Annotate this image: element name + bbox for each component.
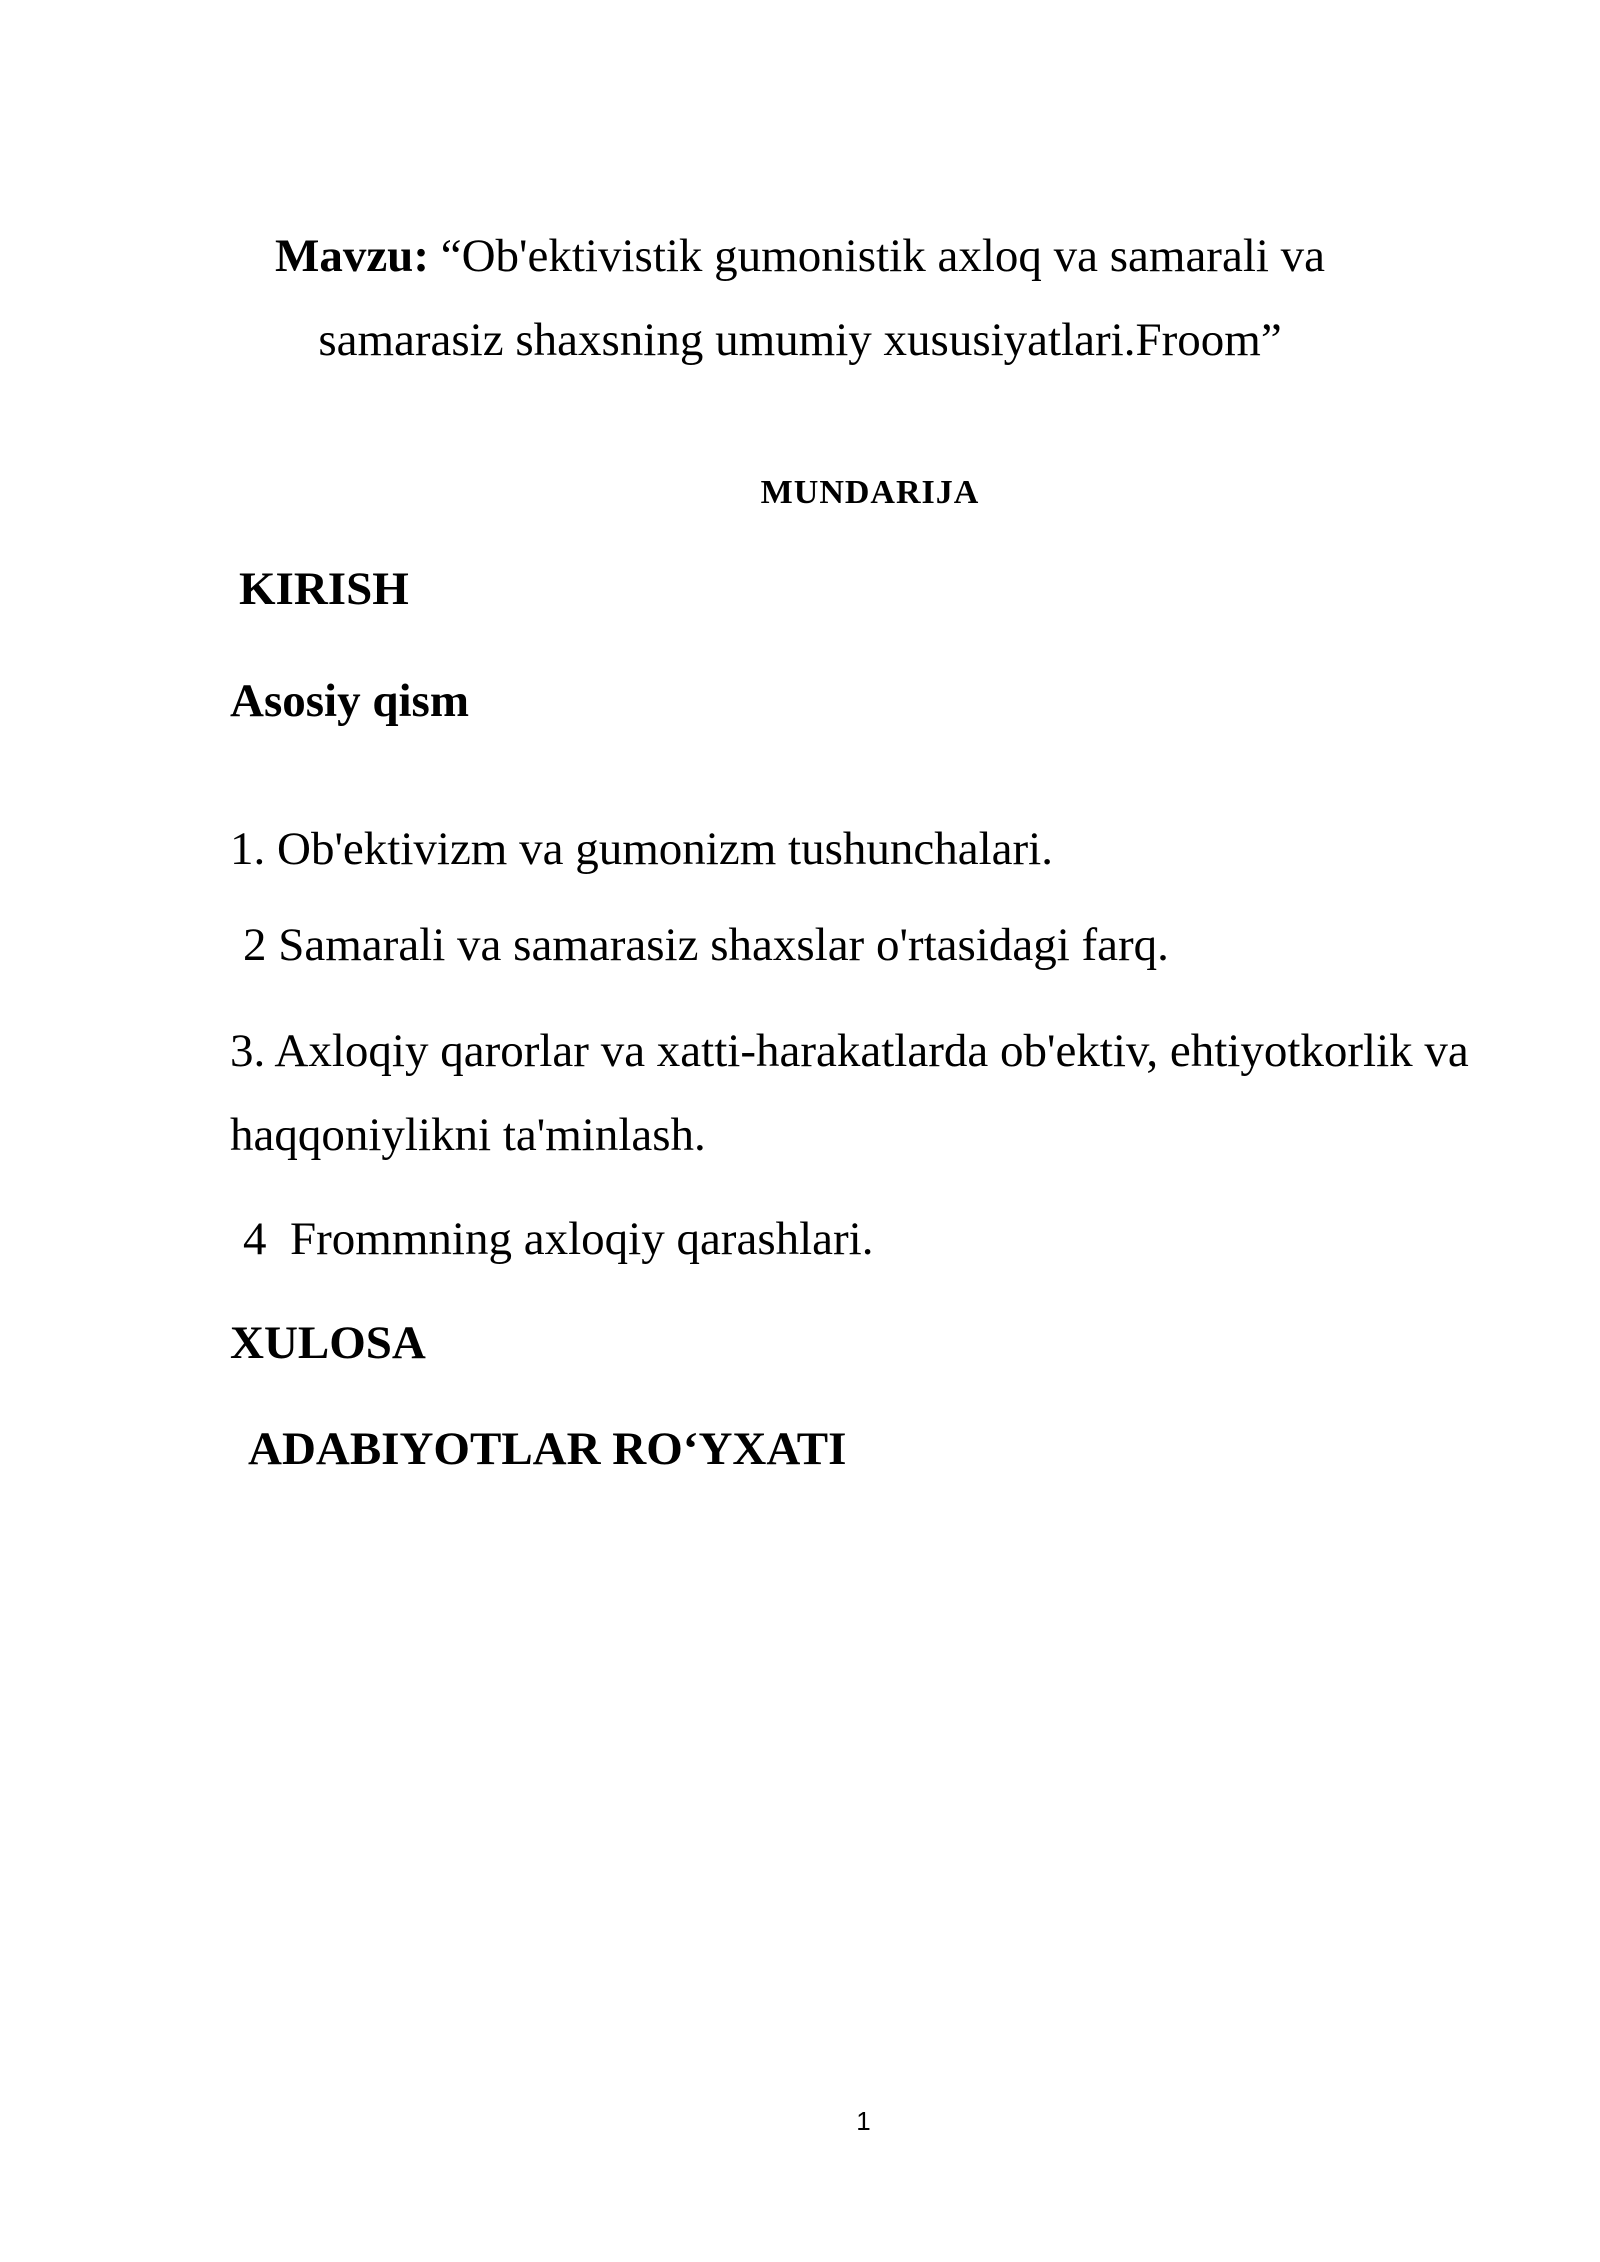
toc-conclusion: XULOSA xyxy=(230,1317,426,1369)
toc-item: 3. Axloqiy qarorlar va xatti-harakatlarda ob'ektiv, ehtiyotkorlik va haqqoniylikni ta'minlash. xyxy=(230,1025,1469,1161)
toc-heading: MUNDARIJA xyxy=(760,474,980,511)
toc-item: 1. Ob'ektivizm va gumonizm tushunchalari. xyxy=(230,823,1053,875)
toc-item: 4 Frommning axloqiy qarashlari. xyxy=(243,1213,874,1265)
page-number: 1 xyxy=(856,2106,871,2136)
title-text: “Ob'ektivistik gumonistik axloq va samarali va samarasiz shaxsning umumiy xususiyatlari.Froom” xyxy=(318,230,1326,366)
title-label: Mavzu: xyxy=(274,230,429,282)
toc-intro: KIRISH xyxy=(239,563,409,615)
document-title xyxy=(230,214,1370,382)
toc-item: 2 Samarali va samarasiz shaxslar o'rtasidagi farq. xyxy=(243,919,1169,971)
toc-main-part: Asosiy qism xyxy=(230,675,469,727)
toc-references: ADABIYOTLAR RO‘YXATI xyxy=(248,1423,847,1475)
